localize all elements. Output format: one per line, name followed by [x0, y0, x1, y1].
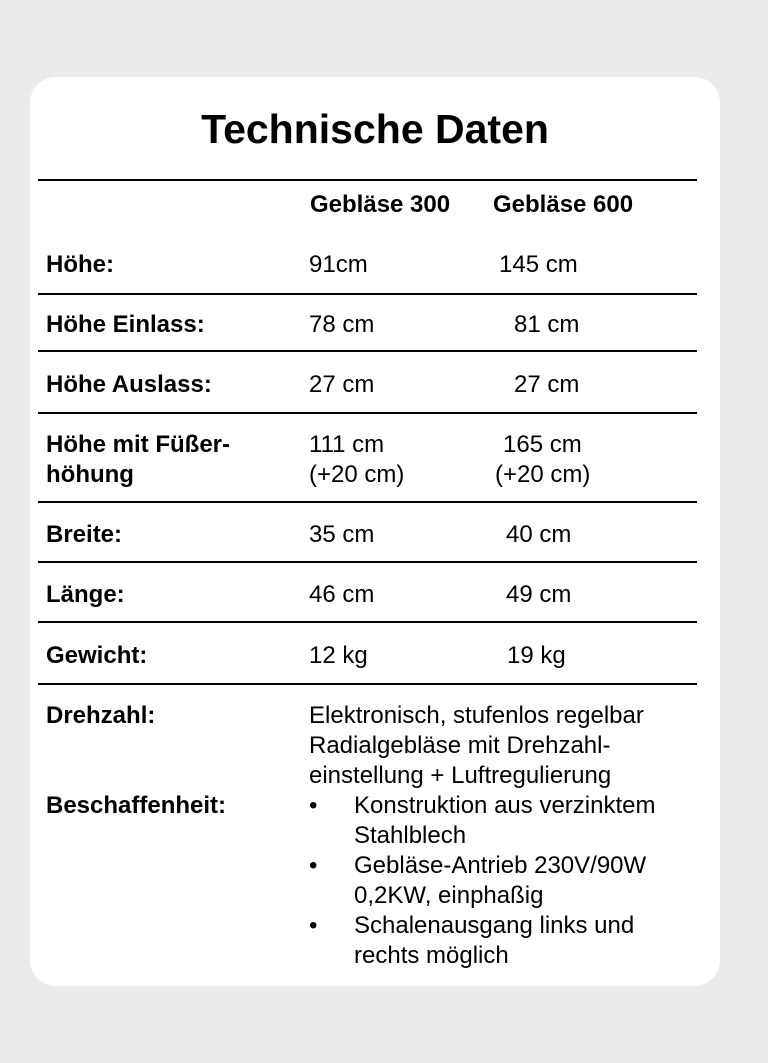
row-value-fusserhoehung-300-line1: 111 cm: [309, 431, 385, 458]
row-label-laenge: Länge:: [46, 581, 125, 608]
label-drehzahl: Drehzahl:: [46, 702, 156, 729]
divider: [38, 293, 697, 295]
page-title: Technische Daten: [201, 106, 549, 152]
row-label-breite: Breite:: [46, 521, 123, 548]
row-label-hoehe-einlass: Höhe Einlass:: [46, 311, 205, 338]
column-header-geblaese-300: Gebläse 300: [310, 191, 451, 218]
row-label-fusserhoehung-line1: Höhe mit Füßer-: [46, 431, 230, 458]
row-value-hoehe-600: 145 cm: [499, 251, 578, 278]
row-value-gewicht-600: 19 kg: [507, 642, 566, 669]
tech-data-card: [30, 77, 720, 986]
divider: [38, 683, 697, 685]
divider: [38, 350, 697, 352]
row-value-fusserhoehung-600-line1: 165 cm: [503, 431, 582, 458]
drehzahl-text-line2: Radialgebläse mit Drehzahl-: [309, 732, 611, 759]
divider: [38, 501, 697, 503]
row-value-gewicht-300: 12 kg: [309, 642, 368, 669]
label-beschaffenheit: Beschaffenheit:: [46, 792, 227, 819]
bullet: •: [309, 852, 318, 879]
row-value-einlass-300: 78 cm: [309, 311, 375, 338]
row-value-auslass-300: 27 cm: [309, 371, 375, 398]
row-value-laenge-600: 49 cm: [506, 581, 572, 608]
row-value-fusserhoehung-600-line2: (+20 cm): [495, 461, 591, 488]
bullet: •: [309, 912, 318, 939]
beschaffenheit-item-1-line2: Stahlblech: [354, 822, 467, 849]
bullet: •: [309, 792, 318, 819]
row-value-breite-600: 40 cm: [506, 521, 572, 548]
divider: [38, 621, 697, 623]
beschaffenheit-item-3-line2: rechts möglich: [354, 942, 509, 969]
drehzahl-text-line1: Elektronisch, stufenlos regelbar: [309, 702, 644, 729]
row-value-laenge-300: 46 cm: [309, 581, 375, 608]
row-value-breite-300: 35 cm: [309, 521, 375, 548]
row-value-hoehe-300: 91cm: [309, 251, 368, 278]
row-value-fusserhoehung-300-line2: (+20 cm): [309, 461, 405, 488]
beschaffenheit-item-2-line1: Gebläse-Antrieb 230V/90W: [354, 852, 647, 879]
row-label-gewicht: Gewicht:: [46, 642, 148, 669]
row-value-einlass-600: 81 cm: [514, 311, 580, 338]
divider: [38, 412, 697, 414]
beschaffenheit-item-3-line1: Schalenausgang links und: [354, 912, 635, 939]
beschaffenheit-item-2-line2: 0,2KW, einphaßig: [354, 882, 544, 909]
row-label-hoehe: Höhe:: [46, 251, 114, 278]
row-value-auslass-600: 27 cm: [514, 371, 580, 398]
row-label-hoehe-auslass: Höhe Auslass:: [46, 371, 212, 398]
divider-header: [38, 179, 697, 181]
divider: [38, 561, 697, 563]
column-header-geblaese-600: Gebläse 600: [493, 191, 634, 218]
beschaffenheit-item-1-line1: Konstruktion aus verzinktem: [354, 792, 656, 819]
drehzahl-text-line3: einstellung + Luftregulierung: [309, 762, 612, 789]
row-label-fusserhoehung-line2: höhung: [46, 461, 134, 488]
